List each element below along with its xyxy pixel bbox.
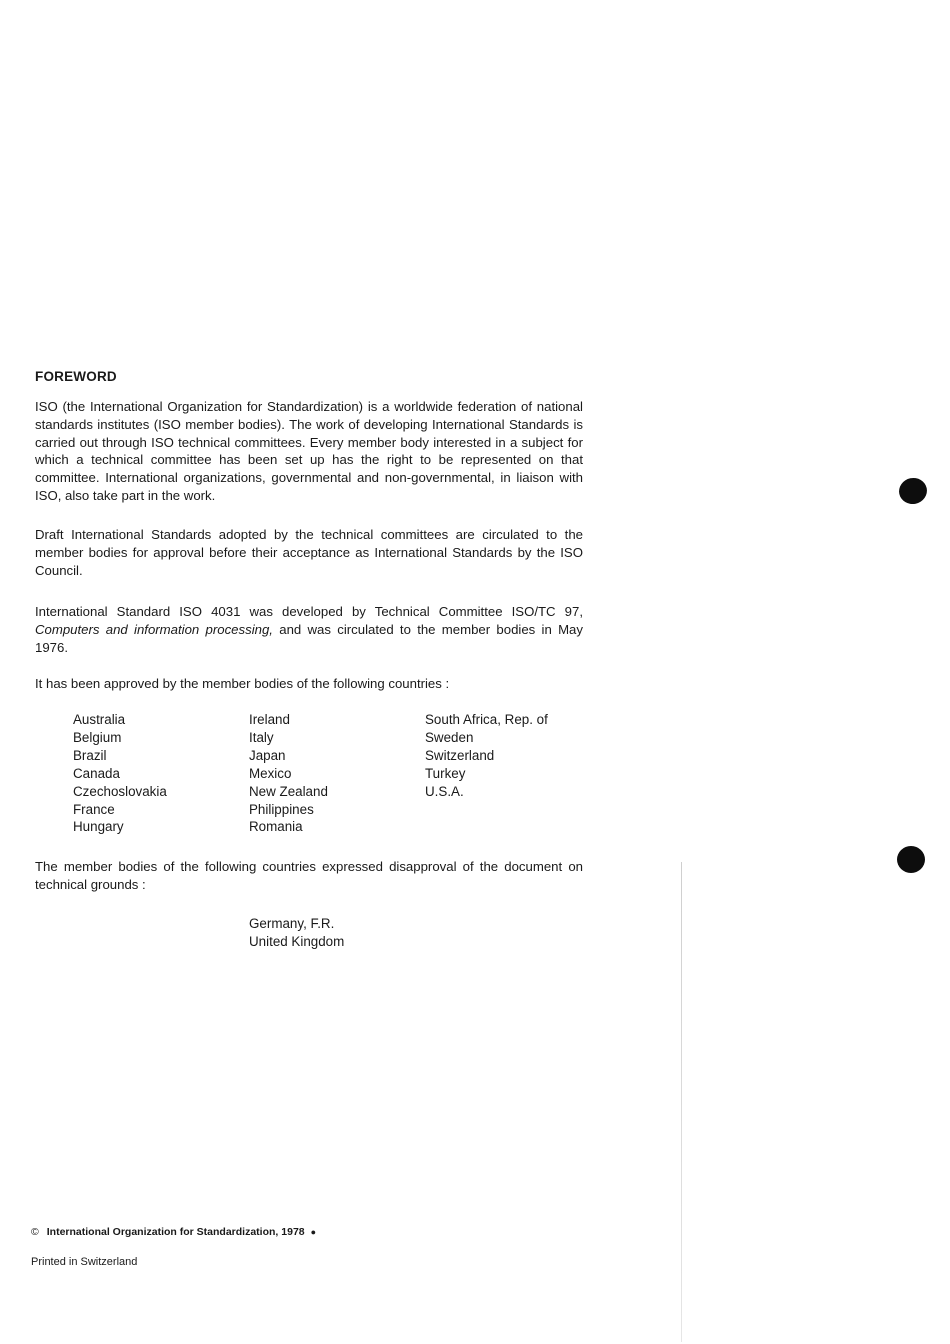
bullet-icon: ●: [310, 1227, 317, 1237]
foreword-heading: FOREWORD: [35, 369, 117, 384]
foreword-paragraph-standard: [35, 603, 583, 656]
approved-countries-column-2: [249, 711, 328, 836]
country-item: Belgium: [73, 729, 122, 745]
punch-hole-icon: [897, 475, 930, 506]
standard-text-suffix: and was circulated to the member bodies in May 1976.: [35, 621, 583, 655]
country-item: Romania: [249, 819, 303, 835]
copyright-symbol: ©: [31, 1226, 39, 1238]
country-item: U.S.A.: [425, 783, 464, 799]
approval-intro: It has been approved by the member bodies of the following countries :: [35, 676, 450, 691]
foreword-paragraph-iso: ISO (the International Organization for Standardization) is a worldwide federation of national standards institutes (ISO member bodies). The work of developing International Standards is carried out through ISO technical committees. Every member body interested in a subject for which a technical committee has been set up has the right to be represented on that committee. International organizations, governmental and non-governmental, in liaison with ISO, also take part in the work.: [35, 399, 583, 503]
country-item: France: [73, 801, 115, 817]
country-item: New Zealand: [249, 783, 328, 799]
punch-hole-icon: [897, 846, 925, 873]
country-item: Ireland: [249, 712, 290, 727]
committee-title: Computers and information processing,: [35, 621, 273, 637]
country-item: Philippines: [249, 801, 314, 817]
approved-countries-column-3: [425, 711, 548, 801]
disapproval-intro: The member bodies of the following countries expressed disapproval of the document on technical grounds :: [35, 859, 583, 892]
country-item: South Africa, Rep. of: [425, 712, 548, 727]
copyright-line: [31, 1226, 316, 1238]
printed-in: Printed in Switzerland: [31, 1256, 138, 1268]
foreword-paragraph-drafts: Draft International Standards adopted by the technical committees are circulated to the member bodies for approval before their acceptance as International Standards by the ISO Council.: [35, 527, 583, 578]
country-item: Hungary: [73, 819, 124, 835]
country-item: Japan: [249, 747, 286, 763]
page-edge-divider: [681, 862, 682, 1342]
approved-countries-column-1: [73, 711, 167, 836]
country-item: Sweden: [425, 729, 474, 745]
country-item: Italy: [249, 729, 274, 745]
country-item: Brazil: [73, 747, 107, 763]
country-item: Switzerland: [425, 747, 495, 763]
country-item: Mexico: [249, 765, 292, 781]
standard-text-prefix: International Standard ISO 4031 was developed by Technical Committee ISO/TC 97,: [35, 604, 583, 619]
country-item: Czechoslovakia: [73, 783, 167, 799]
copyright-text: International Organization for Standardization, 1978: [46, 1226, 305, 1238]
country-item: United Kingdom: [249, 933, 345, 949]
disapproved-countries: [249, 915, 344, 951]
country-item: Canada: [73, 765, 120, 781]
country-item: Australia: [73, 712, 126, 727]
country-item: Turkey: [425, 765, 466, 781]
country-item: Germany, F.R.: [249, 916, 335, 931]
